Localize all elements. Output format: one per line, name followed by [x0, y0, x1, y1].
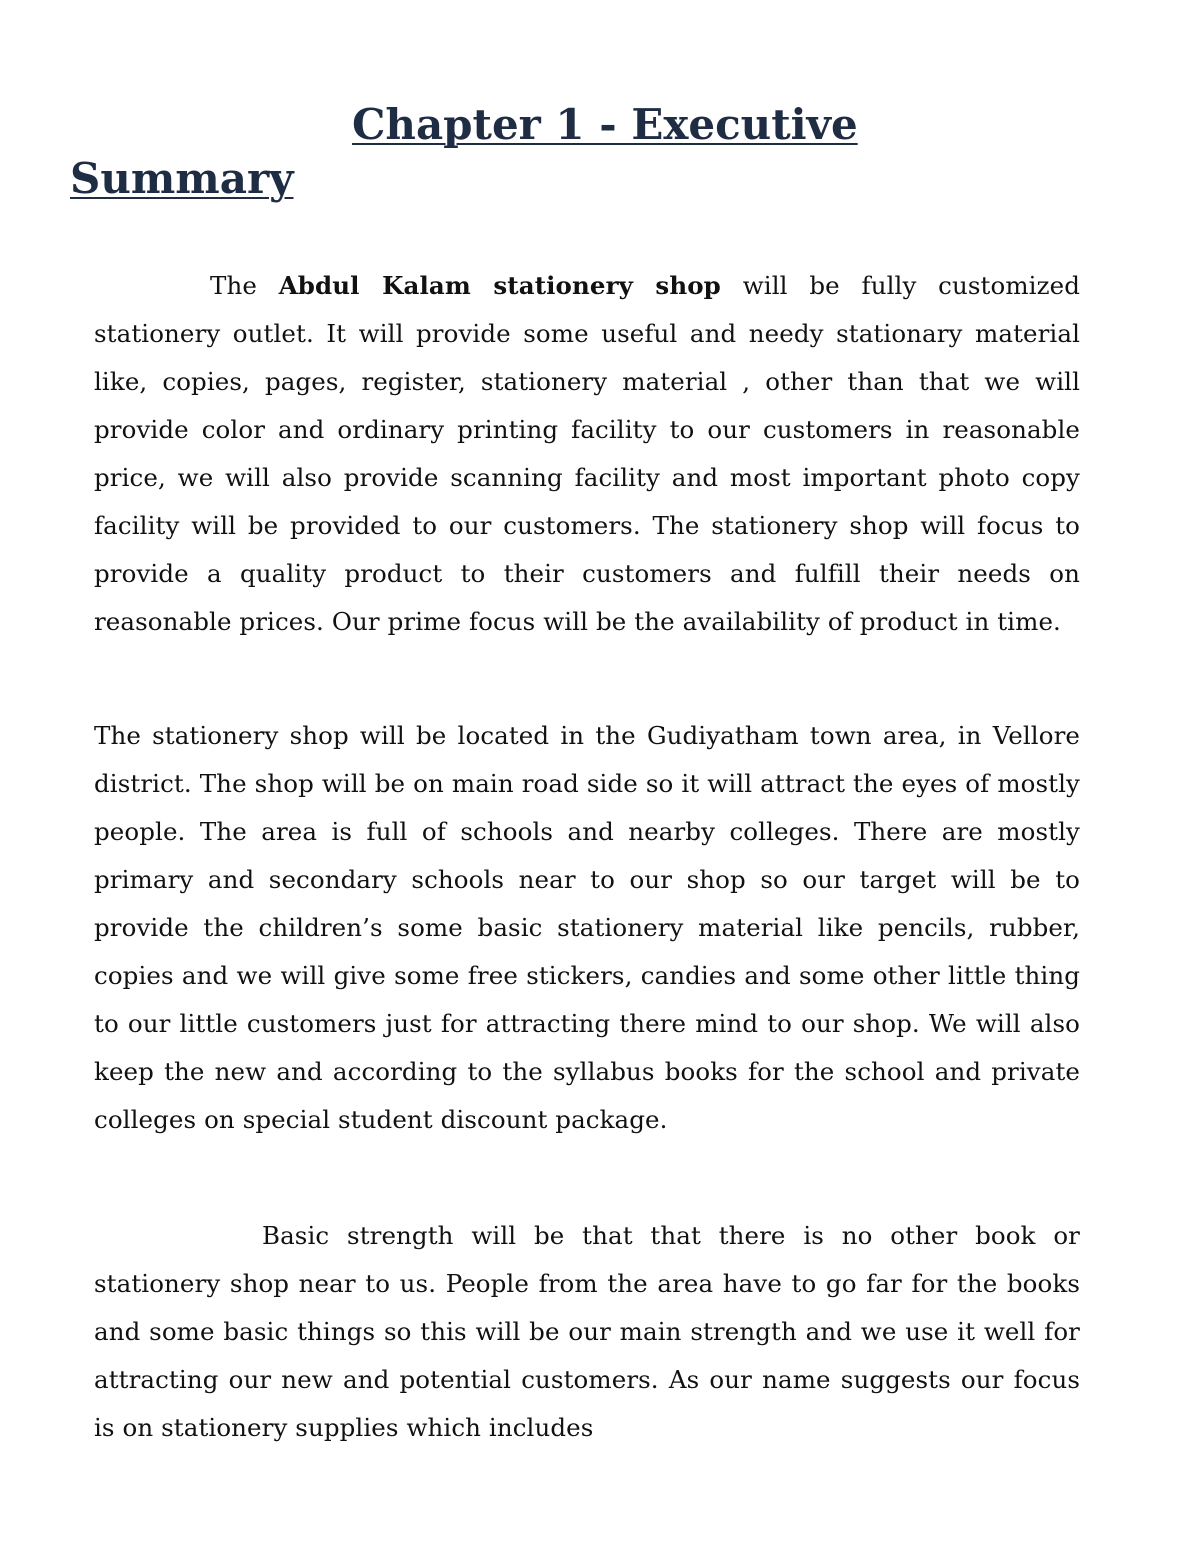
- paragraph-intro: [94, 262, 1080, 646]
- chapter-heading: [70, 98, 1080, 206]
- chapter-heading-line2: Summary: [70, 154, 294, 203]
- paragraph-strength: Basic strength will be that that there is no other book or stationery shop near to us. People from the area have to go far for the books and some basic things so this will be our main strength and we use it well for attracting our new and potential customers. As our name suggests our focus is on stationery supplies which includes: [94, 1221, 1080, 1442]
- paragraph-location: The stationery shop will be located in the Gudiyatham town area, in Vellore district. The shop will be on main road side so it will attract the eyes of mostly people. The area is full of schools and nearby colleges. There are mostly primary and secondary schools near to our shop so our target will be to provide the children’s some basic stationery material like pencils, rubber, copies and we will give some free stickers, candies and some other little thing to our little customers just for attracting there mind to our shop. We will also keep the new and according to the syllabus books for the school and private colleges on special student discount package.: [94, 721, 1080, 1134]
- shop-name: Abdul Kalam stationery shop: [278, 271, 721, 300]
- paragraph-intro-lead: The: [210, 271, 279, 300]
- paragraph-intro-rest: will be fully customized stationery outlet. It will provide some useful and needy stationary material like, copies, pages, register, stationery material , other than that we will provide color and ordinary printing facility to our customers in reasonable price, we will also provide scanning facility and most important photo copy facility will be provided to our customers. The stationery shop will focus to provide a quality product to their customers and fulfill their needs on reasonable prices. Our prime focus will be the availability of product in time.: [94, 271, 1080, 636]
- chapter-heading-line1: Chapter 1 - Executive: [352, 100, 858, 149]
